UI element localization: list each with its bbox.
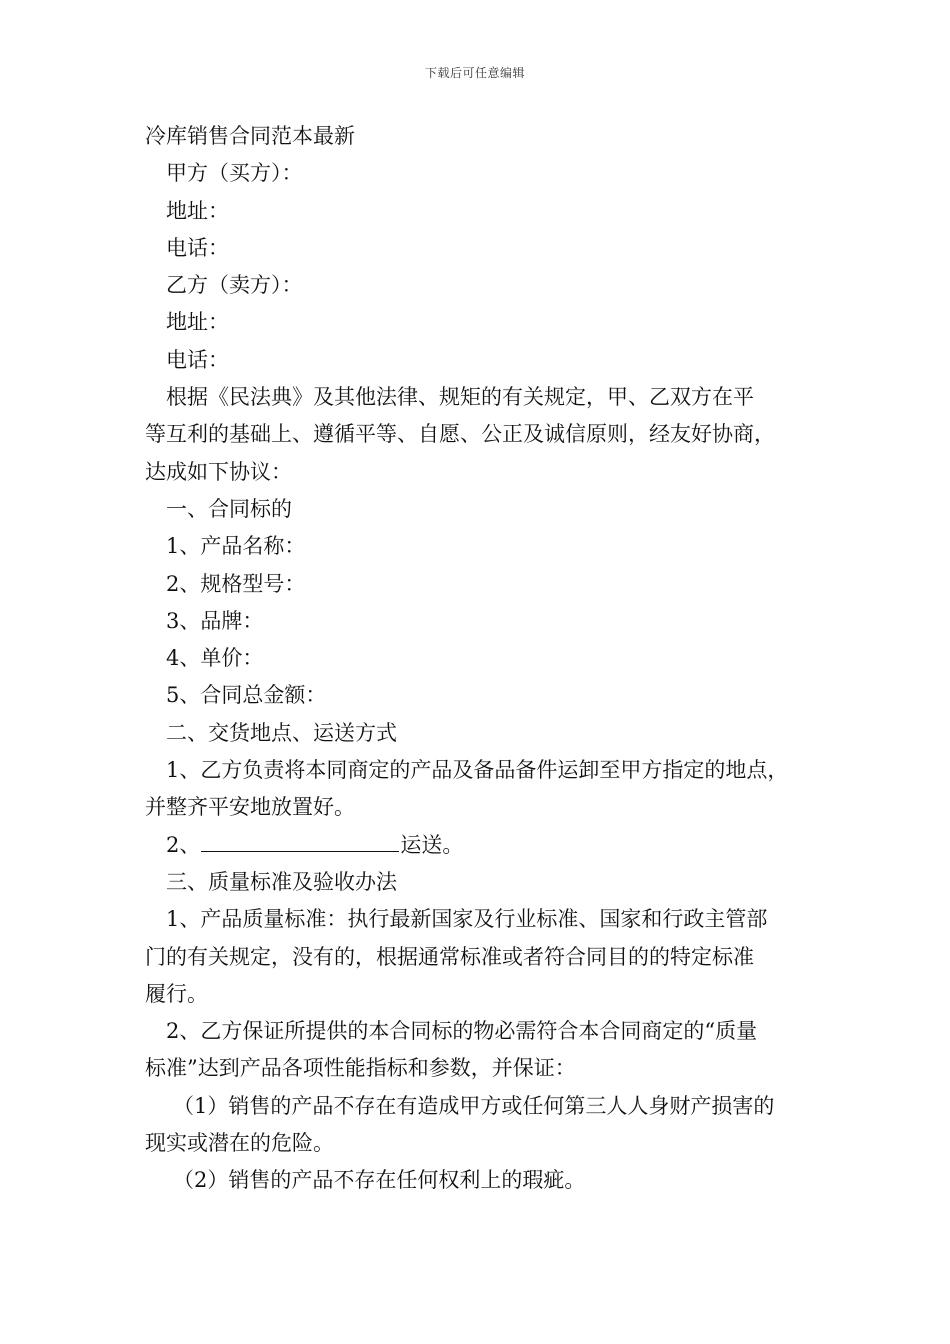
item-prefix: 2、 (166, 832, 201, 857)
list-item: 5、合同总金额： (166, 683, 327, 708)
paragraph-line: 1、乙方负责将本同商定的产品及备品备件运卸至甲方指定的地点， (166, 758, 789, 783)
section-heading: 三、质量标准及验收办法 (166, 869, 397, 894)
paragraph-line: 1、产品质量标准：执行最新国家及行业标准、国家和行政主管部 (166, 907, 768, 932)
list-item: 2、规格型号： (166, 571, 306, 596)
list-item: 3、品牌： (166, 608, 264, 633)
paragraph-line: 并整齐平安地放置好。 (145, 795, 355, 820)
paragraph-line: （2）销售的产品不存在任何权利上的瑕疵。 (173, 1168, 586, 1193)
preamble-line: 根据《民法典》及其他法律、规矩的有关规定，甲、乙双方在平 (166, 385, 754, 410)
list-item: 1、产品名称： (166, 534, 306, 559)
section-heading: 一、合同标的 (166, 496, 292, 521)
party-b-label: 乙方（卖方）： (166, 273, 303, 298)
party-a-address: 地址： (166, 198, 229, 223)
list-item: 4、单价： (166, 646, 264, 671)
delivery-method-line (145, 827, 825, 864)
section-heading: 二、交货地点、运送方式 (166, 720, 397, 745)
party-b-address: 地址： (166, 310, 229, 335)
paragraph-line: 2、乙方保证所提供的本合同标的物必需符合本合同商定的“质量 (166, 1019, 758, 1044)
paragraph-line: 标准”达到产品各项性能指标和参数，并保证： (145, 1056, 576, 1081)
paragraph-line: 现实或潜在的危险。 (145, 1131, 334, 1156)
preamble-line: 等互利的基础上、遵循平等、自愿、公正及诚信原则，经友好协商， (145, 422, 775, 447)
party-a-phone: 电话： (166, 235, 229, 260)
paragraph-line: （1）销售的产品不存在有造成甲方或任何第三人人身财产损害的 (173, 1093, 775, 1118)
page-header: 下载后可任意编辑 (424, 66, 525, 80)
document-body (145, 118, 825, 1200)
party-b-phone: 电话： (166, 347, 229, 372)
paragraph-line: 门的有关规定，没有的，根据通常标准或者符合同目的的特定标准 (145, 944, 754, 969)
preamble-line: 达成如下协议： (145, 459, 292, 484)
party-a-label: 甲方（买方）： (166, 161, 303, 186)
paragraph-line: 履行。 (145, 981, 208, 1006)
document-title: 冷库销售合同范本最新 (145, 124, 355, 148)
fill-in-blank[interactable] (201, 832, 399, 852)
item-suffix: 运送。 (400, 832, 464, 857)
